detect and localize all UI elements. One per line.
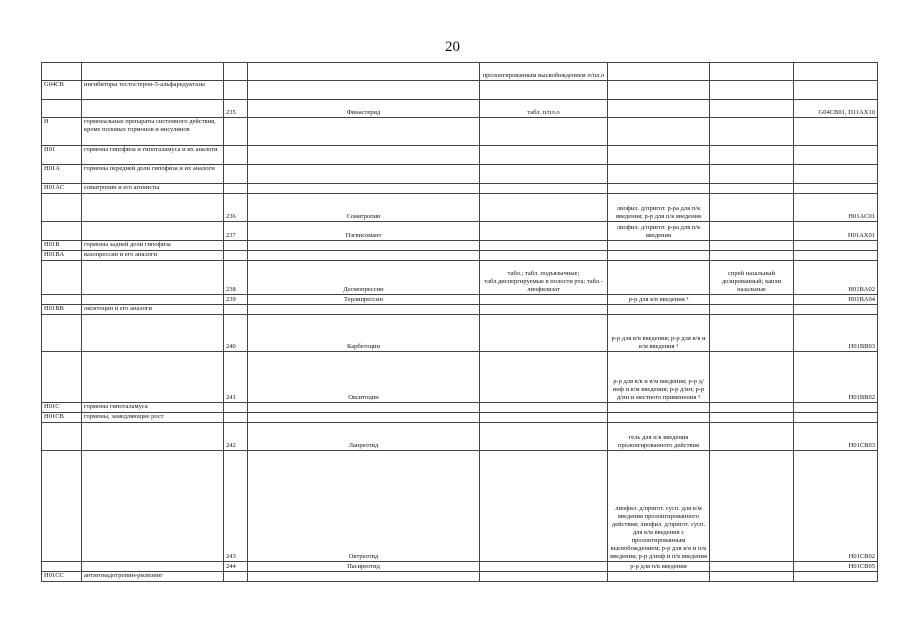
atc-code-cell: H01BB02 [794, 352, 878, 403]
drug-name-cell: Десмопрессин [248, 261, 480, 295]
group-description-cell: гормоны гипофиза и гипоталамуса и их аналоги [82, 146, 224, 165]
atc-code-cell: H01BA04 [794, 295, 878, 305]
drug-name-cell [248, 118, 480, 146]
group-description-cell: гормоны, замедляющие рост [82, 413, 224, 423]
drug-name-cell: Пасиреотид [248, 562, 480, 572]
drug-name-cell [248, 165, 480, 184]
dosage-form-parenteral-cell [608, 63, 710, 81]
row-number-cell [224, 63, 248, 81]
atc-group-code-cell: H01 [42, 146, 82, 165]
drug-table [41, 62, 878, 582]
dosage-form-parenteral-cell [608, 184, 710, 194]
atc-code-cell [794, 118, 878, 146]
atc-code-cell: H01BA02 [794, 261, 878, 295]
dosage-form-parenteral-cell [608, 261, 710, 295]
table-row [42, 194, 878, 222]
atc-group-code-cell [42, 352, 82, 403]
table-row [42, 315, 878, 352]
dosage-form-other-cell [710, 165, 794, 184]
group-description-cell: гормональные препараты системного действия, кроме половых гормонов и инсулинов [82, 118, 224, 146]
row-number-cell [224, 413, 248, 423]
group-description-cell [82, 222, 224, 241]
dosage-form-other-cell [710, 403, 794, 413]
atc-group-code-cell: H01CC [42, 572, 82, 582]
atc-group-code-cell [42, 63, 82, 81]
row-number-cell [224, 572, 248, 582]
table-row [42, 81, 878, 100]
dosage-form-parenteral-cell: р-р для в/в и в/м введения; р-р д/инф и в/м введения; р-р д/ин; р-р д/ин и местного применения ³ [608, 352, 710, 403]
dosage-form-oral-cell [480, 241, 608, 251]
group-description-cell [82, 423, 224, 451]
dosage-form-other-cell [710, 572, 794, 582]
row-number-cell [224, 241, 248, 251]
dosage-form-other-cell [710, 315, 794, 352]
dosage-form-other-cell [710, 562, 794, 572]
table-row [42, 118, 878, 146]
drug-name-cell: Пэгвисомант [248, 222, 480, 241]
dosage-form-parenteral-cell [608, 81, 710, 100]
dosage-form-parenteral-cell [608, 118, 710, 146]
dosage-form-other-cell [710, 118, 794, 146]
drug-name-cell [248, 184, 480, 194]
dosage-form-parenteral-cell [608, 403, 710, 413]
dosage-form-other-cell [710, 413, 794, 423]
atc-code-cell [794, 81, 878, 100]
dosage-form-parenteral-cell [608, 305, 710, 315]
dosage-form-other-cell [710, 184, 794, 194]
atc-code-cell [794, 403, 878, 413]
row-number-cell: 241 [224, 352, 248, 403]
group-description-cell: соматропин и его агонисты [82, 184, 224, 194]
drug-name-cell [248, 81, 480, 100]
dosage-form-parenteral-cell [608, 413, 710, 423]
dosage-form-other-cell [710, 81, 794, 100]
table-row [42, 261, 878, 295]
drug-name-cell [248, 572, 480, 582]
drug-name-cell: Окситоцин [248, 352, 480, 403]
atc-code-cell: H01AC01 [794, 194, 878, 222]
table-row [42, 572, 878, 582]
atc-group-code-cell [42, 562, 82, 572]
atc-code-cell [794, 63, 878, 81]
dosage-form-parenteral-cell [608, 100, 710, 118]
dosage-form-oral-cell [480, 194, 608, 222]
atc-code-cell [794, 251, 878, 261]
dosage-form-oral-cell [480, 315, 608, 352]
drug-name-cell [248, 403, 480, 413]
dosage-form-parenteral-cell [608, 165, 710, 184]
row-number-cell: 239 [224, 295, 248, 305]
group-description-cell: вазопрессин и его аналоги [82, 251, 224, 261]
group-description-cell [82, 194, 224, 222]
row-number-cell [224, 81, 248, 100]
table-row [42, 63, 878, 81]
dosage-form-parenteral-cell: р-р для п/к введения [608, 562, 710, 572]
dosage-form-other-cell [710, 194, 794, 222]
drug-name-cell: Октреотид [248, 451, 480, 562]
row-number-cell [224, 118, 248, 146]
row-number-cell: 243 [224, 451, 248, 562]
atc-group-code-cell [42, 100, 82, 118]
atc-code-cell: H01CB03 [794, 423, 878, 451]
atc-code-cell: H01CB02 [794, 451, 878, 562]
group-description-cell: гормоны передней доли гипофиза и их аналоги [82, 165, 224, 184]
atc-group-code-cell: H01CB [42, 413, 82, 423]
atc-code-cell: G04CB01, D11AX10 [794, 100, 878, 118]
atc-group-code-cell [42, 315, 82, 352]
dosage-form-other-cell [710, 146, 794, 165]
row-number-cell [224, 184, 248, 194]
row-number-cell: 242 [224, 423, 248, 451]
dosage-form-oral-cell [480, 81, 608, 100]
dosage-form-other-cell: спрей назальный дозированный; капли назальные [710, 261, 794, 295]
dosage-form-parenteral-cell: лиофил. д/пригот. сусп. для в/м введения пролонгированного действия; лиофил. д/пригот. сусп. для в/м введения с пролонгированным высвобождением; р-р для в/в и п/к введения; р-р д/инф и п/к введения [608, 451, 710, 562]
atc-group-code-cell: H01AC [42, 184, 82, 194]
dosage-form-other-cell [710, 222, 794, 241]
dosage-form-parenteral-cell [608, 251, 710, 261]
dosage-form-oral-cell [480, 184, 608, 194]
dosage-form-oral-cell [480, 165, 608, 184]
atc-group-code-cell: G04CB [42, 81, 82, 100]
table-row [42, 423, 878, 451]
group-description-cell: гормоны задней доли гипофиза [82, 241, 224, 251]
table-row [42, 241, 878, 251]
drug-name-cell [248, 251, 480, 261]
drug-name-cell: Терлипрессин [248, 295, 480, 305]
group-description-cell [82, 315, 224, 352]
group-description-cell: гормоны гипоталамуса [82, 403, 224, 413]
atc-code-cell: H01AX01 [794, 222, 878, 241]
atc-group-code-cell [42, 261, 82, 295]
table-row [42, 352, 878, 403]
dosage-form-oral-cell [480, 146, 608, 165]
dosage-form-oral-cell [480, 423, 608, 451]
group-description-cell [82, 562, 224, 572]
row-number-cell [224, 251, 248, 261]
atc-group-code-cell: H [42, 118, 82, 146]
page-number: 20 [445, 39, 460, 55]
table-body [42, 63, 878, 582]
drug-name-cell: Карбетоцин [248, 315, 480, 352]
row-number-cell [224, 146, 248, 165]
table-row [42, 251, 878, 261]
atc-code-cell [794, 413, 878, 423]
row-number-cell: 236 [224, 194, 248, 222]
group-description-cell: ингибиторы тестостерон-5-альфаредуктазы [82, 81, 224, 100]
dosage-form-oral-cell [480, 118, 608, 146]
row-number-cell: 244 [224, 562, 248, 572]
dosage-form-other-cell [710, 63, 794, 81]
atc-code-cell [794, 305, 878, 315]
atc-code-cell [794, 184, 878, 194]
table-row [42, 305, 878, 315]
dosage-form-oral-cell [480, 305, 608, 315]
atc-code-cell [794, 241, 878, 251]
group-description-cell [82, 451, 224, 562]
dosage-form-oral-cell: табл. п/пл.о [480, 100, 608, 118]
drug-name-cell [248, 241, 480, 251]
dosage-form-parenteral-cell [608, 241, 710, 251]
dosage-form-other-cell [710, 423, 794, 451]
dosage-form-other-cell [710, 451, 794, 562]
dosage-form-other-cell [710, 295, 794, 305]
atc-group-code-cell: H01A [42, 165, 82, 184]
group-description-cell: окситоцин и его аналоги [82, 305, 224, 315]
dosage-form-parenteral-cell: лиофил. д/пригот. р-ра для п/к введения; р-р для п/к введения [608, 194, 710, 222]
atc-code-cell [794, 572, 878, 582]
table-row [42, 184, 878, 194]
row-number-cell: 235 [224, 100, 248, 118]
dosage-form-parenteral-cell: р-р для в/в введения ³ [608, 295, 710, 305]
table-row [42, 451, 878, 562]
dosage-form-parenteral-cell: р-р для в/в введения; р-р для в/в и в/м введения ³ [608, 315, 710, 352]
group-description-cell [82, 352, 224, 403]
atc-group-code-cell [42, 451, 82, 562]
dosage-form-oral-cell [480, 251, 608, 261]
dosage-form-parenteral-cell [608, 572, 710, 582]
dosage-form-oral-cell: табл.; табл. подъязычные; табл.диспергируемые в полости рта; табл.-лиофилизат [480, 261, 608, 295]
dosage-form-oral-cell [480, 451, 608, 562]
atc-group-code-cell: H01BB [42, 305, 82, 315]
table-row [42, 165, 878, 184]
dosage-form-parenteral-cell: лиофил. д/пригот. р-ра для п/к введения [608, 222, 710, 241]
drug-name-cell: Ланреотид [248, 423, 480, 451]
drug-name-cell [248, 146, 480, 165]
table-row [42, 403, 878, 413]
row-number-cell [224, 165, 248, 184]
table-row [42, 413, 878, 423]
table-row [42, 146, 878, 165]
atc-code-cell: H01BB03 [794, 315, 878, 352]
drug-name-cell: Соматропин [248, 194, 480, 222]
atc-group-code-cell [42, 194, 82, 222]
atc-code-cell [794, 165, 878, 184]
atc-group-code-cell: H01C [42, 403, 82, 413]
atc-group-code-cell: H01B [42, 241, 82, 251]
dosage-form-oral-cell [480, 295, 608, 305]
atc-group-code-cell [42, 423, 82, 451]
atc-group-code-cell [42, 222, 82, 241]
group-description-cell [82, 261, 224, 295]
group-description-cell [82, 295, 224, 305]
dosage-form-other-cell [710, 100, 794, 118]
drug-name-cell: Финастерид [248, 100, 480, 118]
dosage-form-parenteral-cell [608, 146, 710, 165]
dosage-form-oral-cell [480, 403, 608, 413]
drug-name-cell [248, 413, 480, 423]
table-row [42, 100, 878, 118]
drug-name-cell [248, 305, 480, 315]
dosage-form-oral-cell: пролонгированным высвобождением п/пл.о [480, 63, 608, 81]
atc-code-cell [794, 146, 878, 165]
dosage-form-oral-cell [480, 222, 608, 241]
row-number-cell [224, 403, 248, 413]
group-description-cell [82, 100, 224, 118]
drug-name-cell [248, 63, 480, 81]
dosage-form-oral-cell [480, 352, 608, 403]
table-row [42, 295, 878, 305]
row-number-cell: 238 [224, 261, 248, 295]
atc-code-cell: H01CB05 [794, 562, 878, 572]
table-row [42, 222, 878, 241]
dosage-form-other-cell [710, 251, 794, 261]
dosage-form-oral-cell [480, 572, 608, 582]
dosage-form-other-cell [710, 352, 794, 403]
dosage-form-oral-cell [480, 413, 608, 423]
atc-group-code-cell: H01BA [42, 251, 82, 261]
table-row [42, 562, 878, 572]
group-description-cell [82, 63, 224, 81]
group-description-cell: антигонадотропин-рилизинг [82, 572, 224, 582]
dosage-form-other-cell [710, 241, 794, 251]
row-number-cell [224, 305, 248, 315]
dosage-form-other-cell [710, 305, 794, 315]
row-number-cell: 237 [224, 222, 248, 241]
atc-group-code-cell [42, 295, 82, 305]
dosage-form-oral-cell [480, 562, 608, 572]
row-number-cell: 240 [224, 315, 248, 352]
dosage-form-parenteral-cell: гель для п/к введения пролонгированного действия [608, 423, 710, 451]
